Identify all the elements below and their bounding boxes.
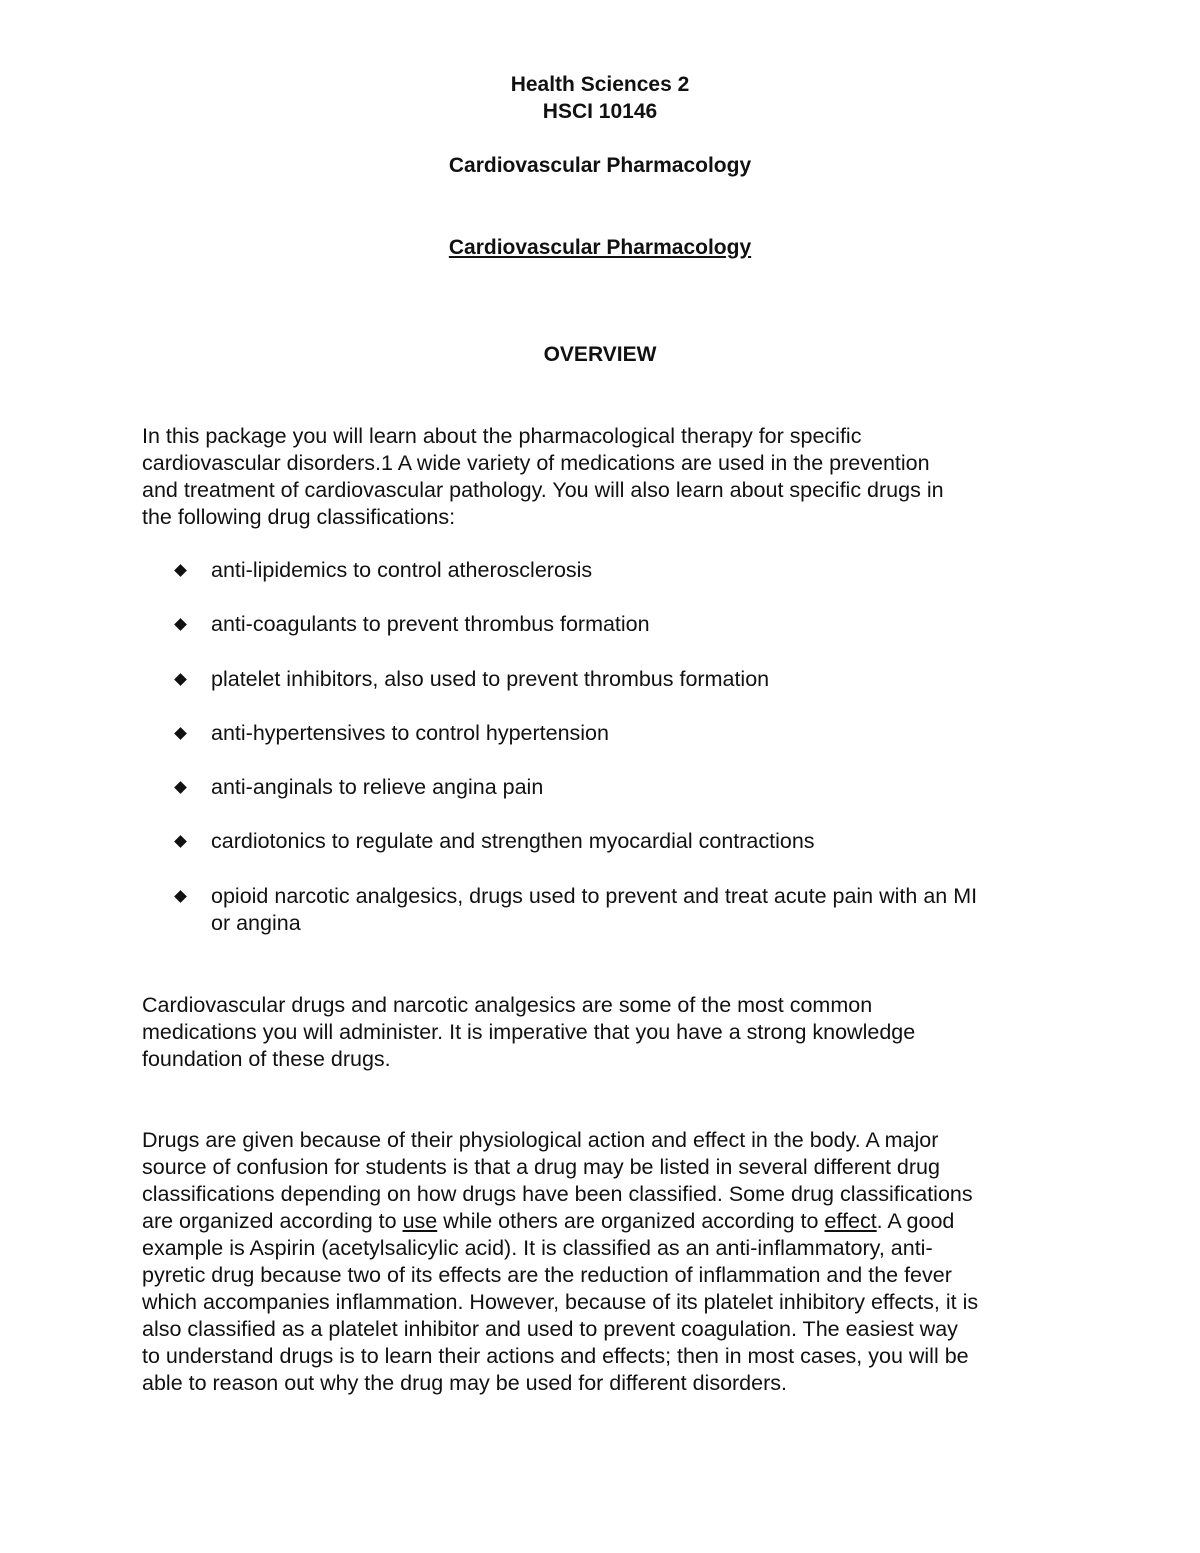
section-title: Cardiovascular Pharmacology — [448, 236, 752, 259]
diamond-bullet-icon — [174, 618, 187, 631]
list-item — [0, 557, 1200, 611]
list-item — [0, 883, 1200, 937]
diamond-bullet-icon — [174, 727, 187, 740]
course-name: Health Sciences 2 — [510, 73, 690, 96]
text-line: also classified as a platelet inhibitor and used to prevent coagulation. The easiest way — [142, 1317, 958, 1341]
list-item-text: anti-coagulants to prevent thrombus formation — [211, 612, 650, 637]
text-line: classifications depending on how drugs have been classified. Some drug classifications — [142, 1182, 973, 1206]
list-item — [0, 774, 1200, 828]
course-code: HSCI 10146 — [542, 100, 658, 123]
text-line: cardiovascular disorders.1 A wide variety of medications are used in the prevention — [142, 451, 930, 475]
document-subtitle: Cardiovascular Pharmacology — [448, 154, 752, 177]
list-item-text: opioid narcotic analgesics, drugs used to prevent and treat acute pain with an MI or angina — [211, 883, 978, 935]
list-item — [0, 611, 1200, 665]
text-line: In this package you will learn about the pharmacological therapy for specific — [142, 424, 862, 448]
list-item-text: platelet inhibitors, also used to prevent thrombus formation — [211, 666, 770, 691]
text-line: pyretic drug because two of its effects are the reduction of inflammation and the fever — [142, 1263, 952, 1287]
list-item — [0, 720, 1200, 774]
text-line: which accompanies inflammation. However, because of its platelet inhibitory effects, it is — [142, 1290, 979, 1314]
list-item — [0, 666, 1200, 720]
diamond-bullet-icon — [174, 564, 187, 577]
drug-classification-list — [0, 557, 1200, 937]
paragraph-classification — [142, 1127, 1072, 1397]
list-item — [0, 828, 1200, 882]
text-line: to understand drugs is to learn their actions and effects; then in most cases, you will be — [142, 1344, 969, 1368]
text-line: and treatment of cardiovascular pathology. You will also learn about specific drugs in — [142, 478, 944, 502]
text-line: foundation of these drugs. — [142, 1047, 391, 1071]
emphasis-effect: effect — [824, 1209, 877, 1233]
text-line: source of confusion for students is that a drug may be listed in several different drug — [142, 1155, 940, 1179]
diamond-bullet-icon — [174, 890, 187, 903]
text-line: example is Aspirin (acetylsalicylic acid). It is classified as an anti-inflammatory, anti- — [142, 1236, 933, 1260]
overview-heading: OVERVIEW — [543, 343, 657, 366]
emphasis-use: use — [402, 1209, 438, 1233]
text-line: medications you will administer. It is imperative that you have a strong knowledge — [142, 1020, 916, 1044]
list-item-text: anti-anginals to relieve angina pain — [211, 775, 544, 800]
list-item-text: cardiotonics to regulate and strengthen myocardial contractions — [211, 829, 815, 854]
text-line: Cardiovascular drugs and narcotic analgesics are some of the most common — [142, 993, 873, 1017]
text-line: Drugs are given because of their physiological action and effect in the body. A major — [142, 1128, 939, 1152]
list-item-text: anti-hypertensives to control hypertension — [211, 720, 609, 745]
intro-paragraph — [142, 423, 1072, 531]
list-item-text: anti-lipidemics to control atherosclerosis — [211, 558, 593, 582]
diamond-bullet-icon — [174, 781, 187, 794]
text-line: the following drug classifications: — [142, 505, 456, 529]
diamond-bullet-icon — [174, 673, 187, 686]
diamond-bullet-icon — [174, 836, 187, 849]
paragraph-importance — [142, 992, 1072, 1073]
text-line: able to reason out why the drug may be used for different disorders. — [142, 1371, 787, 1395]
text-line: are organized according to use while others are organized according to effect. A good — [142, 1209, 955, 1233]
